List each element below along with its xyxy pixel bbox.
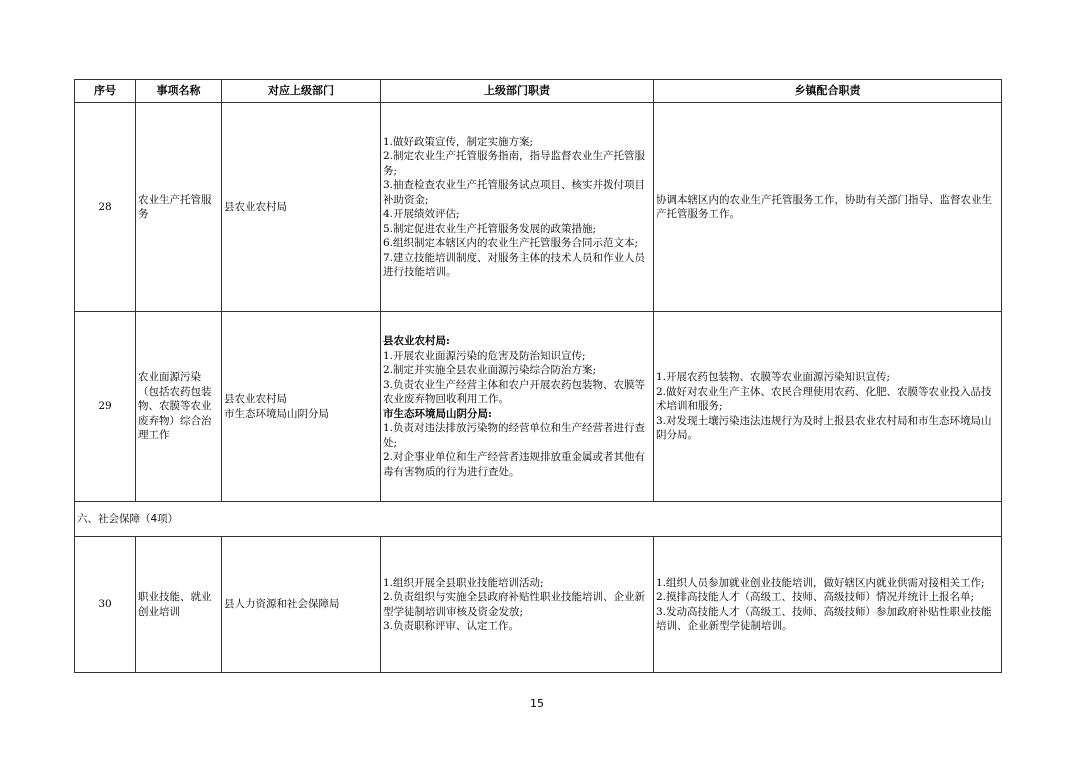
header-index: 序号 bbox=[75, 80, 136, 103]
duty-line: 1.组织开展全县职业技能培训活动; bbox=[383, 576, 544, 589]
header-town-duties: 乡镇配合职责 bbox=[654, 80, 1002, 103]
town-line: 协调本辖区内的农业生产托管服务工作，协助有关部门指导、监督农业生产托管服务工作。 bbox=[656, 193, 992, 220]
table-header-row bbox=[75, 80, 1002, 103]
dept-line: 县农业农村局 bbox=[224, 393, 287, 405]
town-line: 3.对发现土壤污染违法违规行为及时上报县农业农村局和市生态环境局山阴分局。 bbox=[656, 414, 992, 442]
row-dept-duties bbox=[381, 537, 654, 673]
duty-line: 1.负责对违法排放污染物的经营单位和生产经营者进行查处; bbox=[383, 422, 646, 449]
row-item-name: 职业技能、就业创业培训 bbox=[136, 537, 222, 673]
duty-line: 5.制定促进农业生产托管服务发展的政策措施; bbox=[383, 222, 597, 235]
row-dept-duties bbox=[381, 312, 654, 502]
row-index: 28 bbox=[75, 103, 136, 312]
duty-subheading: 县农业农村局: bbox=[383, 335, 450, 347]
town-line: 1.开展农药包装物、农膜等农业面源污染知识宣传; bbox=[656, 371, 891, 384]
row-dept bbox=[222, 312, 381, 502]
table-row bbox=[75, 537, 1002, 673]
table-row bbox=[75, 103, 1002, 312]
duty-line: 7.建立技能培训制度、对服务主体的技术人员和作业人员进行技能培训。 bbox=[383, 251, 646, 278]
row-index: 30 bbox=[75, 537, 136, 673]
duty-line: 3.负责农业生产经营主体和农户开展农药包装物、农膜等农业废弃物回收利用工作。 bbox=[383, 378, 646, 405]
dept-line: 市生态环境局山阴分局 bbox=[224, 407, 329, 420]
duty-line: 3.负责职称评审、认定工作。 bbox=[383, 620, 520, 632]
row-town-duties bbox=[654, 537, 1002, 673]
dept-line: 县人力资源和社会保障局 bbox=[224, 598, 340, 611]
duty-line: 2.负责组织与实施全县政府补贴性职业技能培训、企业新型学徒制培训审核及资金发放; bbox=[383, 591, 646, 618]
row-town-duties bbox=[654, 103, 1002, 312]
section-heading: 六、社会保障（4项） bbox=[75, 502, 1002, 537]
town-line: 2.做好对农业生产主体、农民合理使用农药、化肥、农膜等农业投入品技术培训和服务; bbox=[656, 385, 992, 413]
duty-subheading: 市生态环境局山阴分局: bbox=[383, 407, 492, 420]
page-number: 15 bbox=[530, 697, 544, 710]
row-item-name: 农业生产托管服务 bbox=[136, 103, 222, 312]
row-item-name: 农业面源污染（包括农药包装物、农膜等农业废弃物）综合治理工作 bbox=[136, 312, 222, 502]
duty-line: 1.做好政策宣传，制定实施方案; bbox=[383, 135, 534, 148]
dept-line: 县农业农村局 bbox=[224, 200, 287, 213]
row-dept-duties bbox=[381, 103, 654, 312]
row-dept bbox=[222, 537, 381, 673]
duty-line: 2.制定并实施全县农业面源污染综合防治方案; bbox=[383, 364, 597, 376]
town-line: 1.组织人员参加就业创业技能培训，做好辖区内就业供需对接相关工作; bbox=[656, 576, 985, 589]
header-item-name: 事项名称 bbox=[136, 80, 222, 103]
duty-line: 1.开展农业面源污染的危害及防治知识宣传; bbox=[383, 349, 586, 362]
header-dept: 对应上级部门 bbox=[222, 80, 381, 103]
town-line: 2.摸排高技能人才（高级工、技师、高级技师）情况并统计上报名单; bbox=[656, 591, 975, 603]
section-row bbox=[75, 502, 1002, 537]
duty-line: 2.对企事业单位和生产经营者违规排放重金属或者其他有毒有害物质的行为进行查处。 bbox=[383, 451, 646, 478]
duty-line: 4.开展绩效评估; bbox=[383, 208, 460, 220]
duty-table bbox=[74, 79, 1002, 673]
duty-line: 6.组织制定本辖区内的农业生产托管服务合同示范文本; bbox=[383, 237, 639, 249]
table-row bbox=[75, 312, 1002, 502]
row-index: 29 bbox=[75, 312, 136, 502]
town-line: 3.发动高技能人才（高级工、技师、高级技师）参加政府补贴性职业技能培训、企业新型学徒制培训。 bbox=[656, 605, 992, 632]
duty-line: 3.抽查检查农业生产托管服务试点项目、核实并拨付项目补助资金; bbox=[383, 179, 646, 206]
row-dept bbox=[222, 103, 381, 312]
duty-line: 2.制定农业生产托管服务指南，指导监督农业生产托管服务; bbox=[383, 150, 646, 177]
row-town-duties bbox=[654, 312, 1002, 502]
header-dept-duties: 上级部门职责 bbox=[381, 80, 654, 103]
